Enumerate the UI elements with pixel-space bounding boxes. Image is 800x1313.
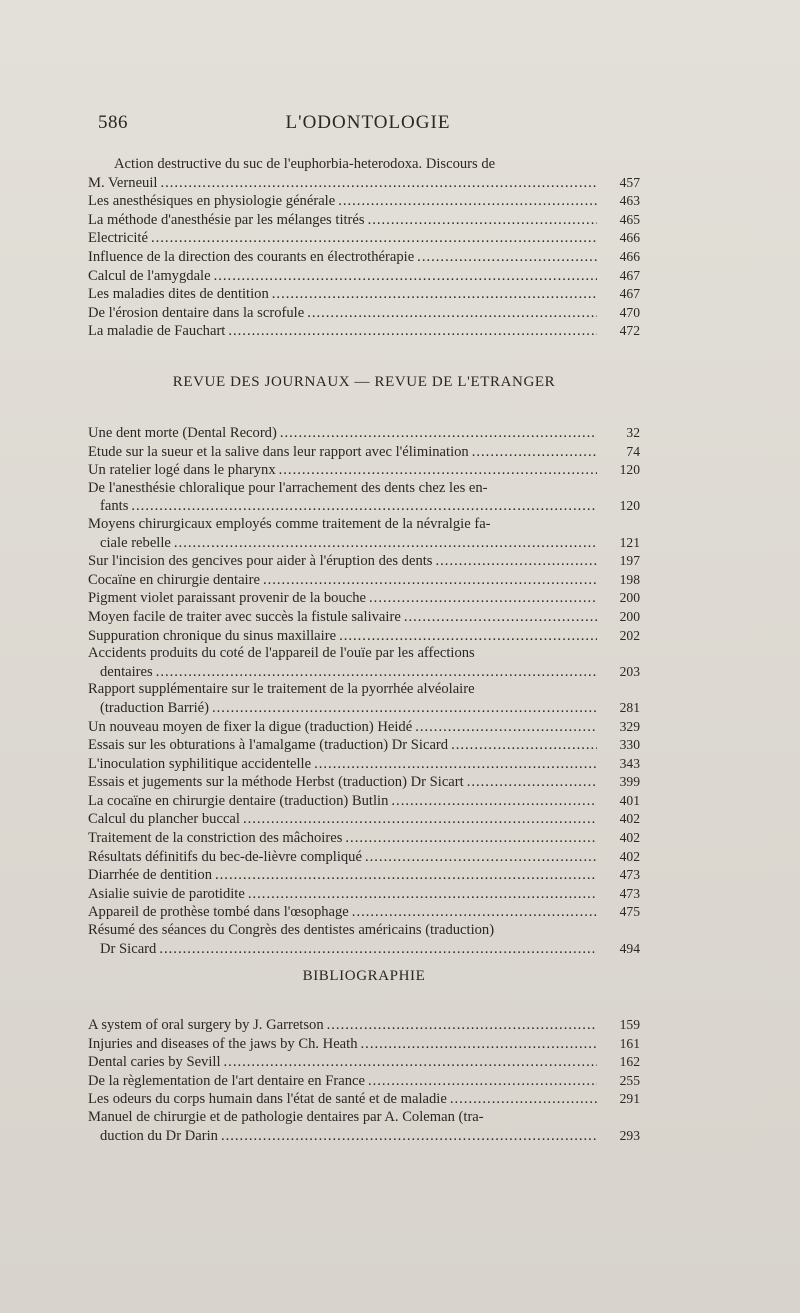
entry-title: Une dent morte (Dental Record) (88, 425, 277, 441)
entry-title: Pigment violet paraissant provenir de la bouche (88, 590, 367, 607)
index-entry (88, 755, 640, 774)
entry-page-number: 466 (619, 230, 640, 246)
entry-page-number: 197 (619, 553, 640, 569)
entry-page-number: 343 (619, 755, 640, 771)
index-entry (88, 810, 640, 829)
leader-dots (368, 1073, 597, 1091)
entry-page-number: 200 (619, 608, 640, 624)
entry-page-number: 200 (619, 590, 640, 606)
heading-bibliographie: BIBLIOGRAPHIE (302, 968, 426, 984)
leader-dots (279, 462, 597, 480)
index-entry (88, 211, 640, 230)
entry-text-line: Accidents produits du coté de l'appareil de l'ouïe par les affections (88, 645, 475, 662)
entry-page-number: 203 (619, 663, 640, 679)
index-entry (88, 681, 640, 717)
leader-dots (174, 535, 597, 553)
index-entry (88, 285, 640, 304)
leader-dots (248, 886, 597, 904)
page-number: 586 (98, 112, 128, 133)
entry-page-number: 472 (619, 323, 640, 339)
heading-revue-des-journaux: REVUE DES JOURNAUX — REVUE DE L'ETRANGER (172, 374, 556, 390)
entry-title: La méthode d'anesthésie par les mélanges titrés (88, 211, 365, 228)
index-entry (88, 792, 640, 811)
entry-title: Moyen facile de traiter avec succès la fistule salivaire (88, 608, 401, 625)
leader-dots (472, 444, 597, 462)
entry-title: A system of oral surgery by J. Garretson (88, 1017, 324, 1033)
index-entry (88, 516, 640, 552)
entry-title: fants (100, 498, 129, 515)
entry-page-number: 161 (619, 1035, 640, 1051)
entry-text-line: De l'anesthésie chloralique pour l'arrachement des dents chez les en- (88, 479, 488, 496)
entry-page-number: 120 (619, 462, 640, 478)
entry-title: Un ratelier logé dans le pharynx (88, 462, 276, 479)
index-entry (88, 461, 640, 480)
index-entry (88, 718, 640, 737)
entry-title: Les maladies dites de dentition (88, 286, 269, 303)
index-entry (88, 304, 640, 323)
entry-page-number: 457 (619, 174, 640, 190)
entry-page-number: 473 (619, 885, 640, 901)
entry-page-number: 465 (619, 211, 640, 227)
section-revue-des-journaux (88, 424, 640, 958)
leader-dots (417, 249, 597, 267)
index-entry (88, 645, 640, 681)
leader-dots (314, 756, 597, 774)
index-entry (88, 608, 640, 627)
index-entry (88, 736, 640, 755)
index-entry (88, 424, 640, 443)
leader-dots (369, 590, 597, 608)
entry-title: Sur l'incision des gencives pour aider à l'éruption des dents (88, 553, 433, 570)
leader-dots (339, 628, 597, 646)
entry-page-number: 467 (619, 286, 640, 302)
entry-text-line: Action destructive du suc de l'euphorbia-heterodoxa. Discours de (114, 156, 496, 172)
leader-dots (243, 811, 597, 829)
entry-title: (traduction Barrié) (100, 699, 209, 716)
leader-dots (467, 774, 597, 792)
leader-dots (436, 553, 598, 571)
entry-title: Essais et jugements sur la méthode Herbst (traduction) Dr Sicart (88, 774, 464, 791)
section-bibliographie (88, 1016, 640, 1145)
entry-page-number: 402 (619, 830, 640, 846)
leader-dots (280, 425, 597, 443)
entry-page-number: 473 (619, 867, 640, 883)
index-entry (88, 1109, 640, 1145)
journal-title: L'ODONTOLOGIE (285, 112, 451, 133)
entry-title: Dr Sicard (100, 940, 157, 957)
entry-text-line: Résumé des séances du Congrès des dentistes américains (traduction) (88, 922, 495, 939)
entry-page-number: 198 (619, 571, 640, 587)
leader-dots (263, 572, 597, 590)
entry-page-number: 329 (619, 718, 640, 734)
index-entry (88, 480, 640, 516)
running-header (98, 112, 638, 142)
leader-dots (365, 849, 597, 867)
entry-title: Asialie suivie de parotidite (88, 885, 245, 902)
leader-dots (151, 230, 597, 248)
entry-title: M. Verneuil (88, 174, 158, 191)
entry-title: Cocaïne en chirurgie dentaire (88, 571, 260, 588)
index-entry (88, 443, 640, 462)
entry-title: Calcul de l'amygdale (88, 267, 211, 284)
entry-title: ciale rebelle (100, 534, 171, 551)
leader-dots (415, 719, 597, 737)
leader-dots (327, 1017, 597, 1035)
leader-dots (404, 609, 597, 627)
entry-title: La maladie de Fauchart (88, 323, 226, 340)
entry-title: dentaires (100, 663, 153, 680)
section-anesthesie (88, 156, 640, 341)
entry-text-line: Rapport supplémentaire sur le traitement de la pyorrhée alvéolaire (88, 681, 475, 698)
leader-dots (361, 1036, 597, 1054)
leader-dots (156, 664, 597, 682)
index-entry (88, 267, 640, 286)
leader-dots (221, 1128, 597, 1146)
entry-text-line: Manuel de chirurgie et de pathologie dentaires par A. Coleman (tra- (88, 1108, 484, 1125)
entry-title: Appareil de prothèse tombé dans l'œsophage (88, 904, 349, 921)
index-entry (88, 627, 640, 646)
index-entry (88, 322, 640, 341)
entry-title: L'inoculation syphilitique accidentelle (88, 755, 312, 772)
entry-page-number: 494 (619, 940, 640, 956)
index-entry (88, 229, 640, 248)
entry-page-number: 402 (619, 811, 640, 827)
index-entry (88, 1053, 640, 1072)
leader-dots (212, 700, 597, 718)
entry-page-number: 121 (619, 534, 640, 550)
index-entry (88, 1035, 640, 1054)
leader-dots (345, 830, 597, 848)
entry-page-number: 159 (619, 1017, 640, 1032)
index-entry (88, 571, 640, 590)
leader-dots (450, 1091, 597, 1109)
index-entry (88, 156, 640, 192)
entry-page-number: 463 (619, 193, 640, 209)
entry-page-number: 399 (619, 774, 640, 790)
entry-page-number: 467 (619, 267, 640, 283)
leader-dots (214, 268, 597, 286)
entry-page-number: 470 (619, 304, 640, 320)
entry-text-line: Moyens chirurgicaux employés comme traitement de la névralgie fa- (88, 515, 491, 532)
index-entry (88, 1090, 640, 1109)
entry-page-number: 466 (619, 248, 640, 264)
entry-page-number: 401 (619, 792, 640, 808)
index-entry (88, 866, 640, 885)
entry-title: Diarrhée de dentition (88, 867, 212, 884)
leader-dots (228, 323, 597, 341)
entry-page-number: 402 (619, 848, 640, 864)
index-entry (88, 903, 640, 922)
entry-title: Influence de la direction des courants en électrothérapie (88, 248, 415, 265)
index-entry (88, 248, 640, 267)
leader-dots (215, 867, 597, 885)
leader-dots (131, 498, 597, 516)
index-entry (88, 1016, 640, 1035)
leader-dots (159, 941, 597, 959)
leader-dots (338, 193, 597, 211)
entry-title: Calcul du plancher buccal (88, 811, 240, 828)
entry-title: De la règlementation de l'art dentaire en France (88, 1072, 365, 1089)
entry-page-number: 120 (619, 498, 640, 514)
index-entry (88, 773, 640, 792)
entry-title: Les anesthésiques en physiologie générale (88, 193, 336, 210)
entry-page-number: 281 (619, 699, 640, 715)
entry-title: Un nouveau moyen de fixer la digue (traduction) Heidé (88, 718, 413, 735)
leader-dots (224, 1054, 597, 1072)
index-entry (88, 192, 640, 211)
entry-title: Résultats définitifs du bec-de-lièvre compliqué (88, 848, 362, 865)
leader-dots (307, 305, 597, 323)
entry-page-number: 74 (626, 443, 640, 459)
index-entry (88, 1072, 640, 1091)
entry-title: Injuries and diseases of the jaws by Ch. Heath (88, 1035, 358, 1052)
entry-title: Etude sur la sueur et la salive dans leur rapport avec l'élimination (88, 443, 469, 460)
leader-dots (160, 175, 597, 193)
entry-page-number: 475 (619, 904, 640, 920)
entry-title: duction du Dr Darin (100, 1127, 218, 1144)
entry-page-number: 32 (626, 425, 640, 440)
entry-title: La cocaïne en chirurgie dentaire (traduction) Butlin (88, 792, 389, 809)
entry-page-number: 162 (619, 1054, 640, 1070)
index-entry (88, 552, 640, 571)
entry-title: Essais sur les obturations à l'amalgame (traduction) Dr Sicard (88, 737, 449, 754)
entry-title: Suppuration chronique du sinus maxillaire (88, 627, 337, 644)
entry-title: Dental caries by Sevill (88, 1054, 221, 1071)
index-entry (88, 885, 640, 904)
leader-dots (368, 212, 597, 230)
entry-title: Electricité (88, 230, 148, 247)
leader-dots (272, 286, 597, 304)
leader-dots (391, 793, 597, 811)
entry-title: Traitement de la constriction des mâchoires (88, 830, 343, 847)
index-entry (88, 589, 640, 608)
leader-dots (451, 737, 597, 755)
entry-title: De l'érosion dentaire dans la scrofule (88, 304, 305, 321)
index-entry (88, 922, 640, 958)
index-entry (88, 848, 640, 867)
entry-page-number: 293 (619, 1127, 640, 1143)
entry-page-number: 255 (619, 1072, 640, 1088)
index-entry (88, 829, 640, 848)
entry-title: Les odeurs du corps humain dans l'état de santé et de maladie (88, 1091, 447, 1108)
entry-page-number: 330 (619, 737, 640, 753)
entry-page-number: 202 (619, 627, 640, 643)
entry-page-number: 291 (619, 1091, 640, 1107)
leader-dots (352, 904, 597, 922)
